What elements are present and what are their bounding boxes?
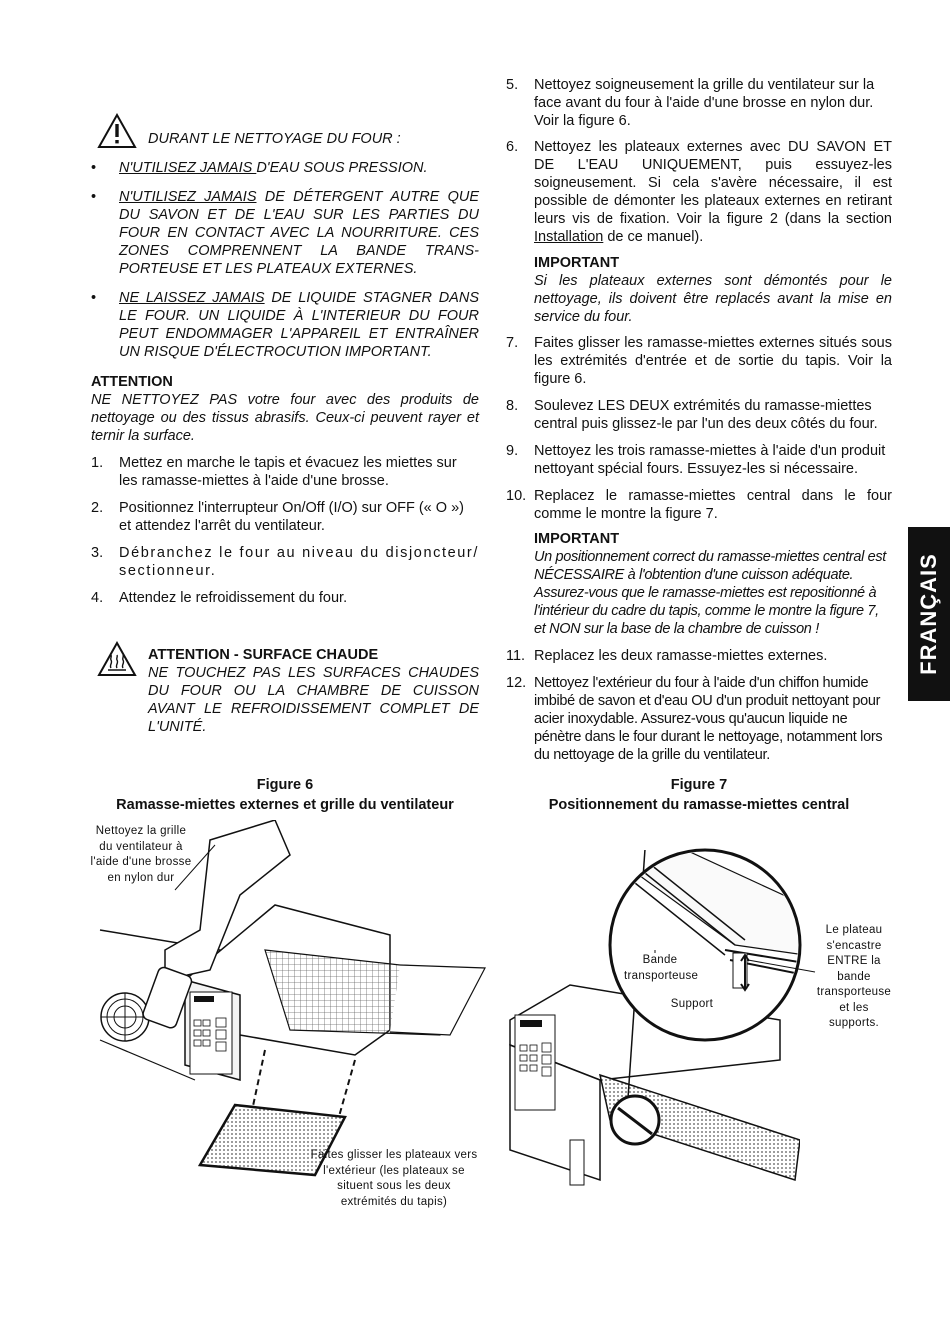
attention-text: NE NETTOYEZ PAS votre four avec des produits de nettoyage ou des tissus abrasifs. Ceux-ci peuvent rayer et ternir la surface. (91, 392, 479, 444)
figure-7-title: Positionnement du ramasse-miettes central (548, 797, 850, 813)
figure-6-caption-trays: Faites glisser les plateaux vers l'extérieur (les plateaux se situent sous les deux extrémités du tapis) (310, 1149, 478, 1208)
figure-7-caption-plateau: Le plateau s'encastre ENTRE la bande transporteuse et les supports. (816, 924, 892, 1029)
warning-bullet-2-text: DE DÉTERGENT AUTRE QUE DU SAVON ET DE L'EAU SUR LES PARTIES DU FOUR EN CONTACT AVEC LA NOURRITURE. CES ZONES COMPRENNENT LA BANDE TRANS-PORTEUSE ET LES PLATEAUX EXTERNES. (119, 189, 479, 277)
figure-7-caption-support: Support (666, 997, 718, 1013)
figure-7-caption-bande: Bande transporteuse (624, 953, 696, 984)
warning-bullet-1-emphasis: N'UTILISEZ JAMAIS (119, 160, 257, 176)
warning-heading: DURANT LE NETTOYAGE DU FOUR : (148, 131, 401, 147)
warning-bullet-1-text: D'EAU SOUS PRESSION. (256, 160, 428, 176)
warning-bullet-2-emphasis: N'UTILISEZ JAMAIS (119, 189, 257, 205)
warning-bullet-3-emphasis: NE LAISSEZ JAMAIS (119, 290, 265, 306)
language-tab: FRANÇAIS (908, 527, 950, 701)
hot-surface-title: ATTENTION - SURFACE CHAUDE (148, 647, 379, 663)
figure-6-label: Figure 6 (256, 777, 314, 793)
figure-7-label: Figure 7 (670, 777, 728, 793)
important-2-title: IMPORTANT (534, 531, 620, 547)
installation-link: Installation (534, 229, 604, 245)
important-1-title: IMPORTANT (534, 255, 620, 271)
warning-icon (97, 113, 137, 149)
figure-6-title: Ramasse-miettes externes et grille du ventilateur (116, 797, 454, 813)
step-6-tail: de ce manuel). (603, 229, 704, 245)
important-2-text: Un positionnement correct du ramasse-miettes central est NÉCESSAIRE à l'obtention d'une cuisson adéquate. Assurez-vous que le ramasse-miettes est repositionné à l'intérieur du cadre du tapis, comme le montre la figure 7, et NON sur la base de la chambre de cuisson ! (534, 549, 886, 637)
important-1-text: Si les plateaux externes sont démontés pour le nettoyage, ils doivent être replacés avant la mise en service du four. (534, 273, 892, 325)
attention-title: ATTENTION (91, 374, 173, 390)
figure-6-caption-fan: Nettoyez la grille du ventilateur à l'aide d'une brosse en nylon dur (90, 825, 192, 884)
step-6-text: Nettoyez les plateaux externes avec DU SAVON ET DE L'EAU UNIQUEMENT, puis essuyez-les soigneusement. Si cela s'avère nécessaire, il est possible de démonter les plateaux externes en retirant leurs vis de fixation. Voir la figure 2 (dans la section (534, 139, 892, 227)
hot-surface-text: NE TOUCHEZ PAS LES SURFACES CHAUDES DU FOUR OU LA CHAMBRE DE CUISSON AVANT LE REFROIDISSEMENT COMPLET DE L'UNITÉ. (148, 665, 479, 735)
hot-surface-icon (97, 641, 137, 677)
warning-bullet-3-text: DE LIQUIDE STAGNER DANS LE FOUR. UN LIQUIDE À L'INTERIEUR DU FOUR PEUT ENDOMMAGER L'APPAREIL ET ENTRAÎNER UN RISQUE D'ÉLECTROCUTION IMPORTANT. (119, 290, 479, 360)
